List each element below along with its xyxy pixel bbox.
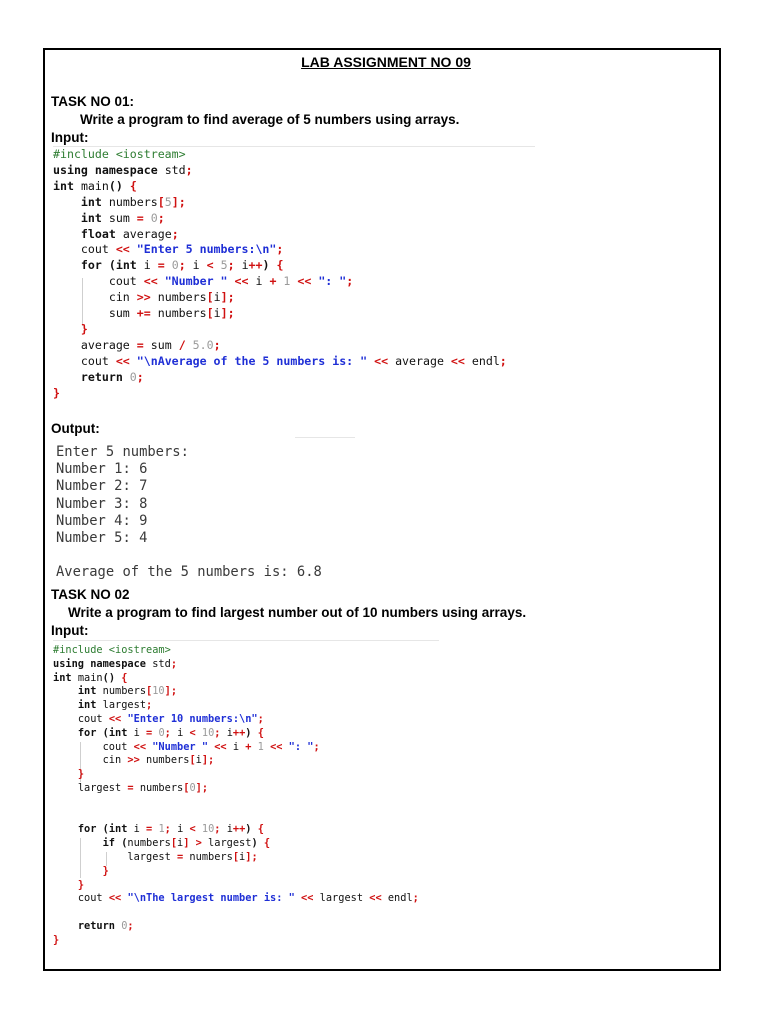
task2-heading: TASK NO 02 bbox=[51, 587, 130, 602]
code-line bbox=[53, 810, 419, 824]
output-line: Enter 5 numbers: bbox=[56, 444, 189, 460]
code-line: int main() { bbox=[53, 178, 137, 193]
code-line: sum += numbers[i]; bbox=[108, 306, 235, 321]
code-line: cout << "\nAverage of the 5 numbers is: " << average << endl; bbox=[80, 353, 507, 368]
code-line: using namespace std; bbox=[53, 162, 193, 177]
code-line: cin >> numbers[i]; bbox=[108, 290, 235, 305]
code-line: largest = numbers[0]; bbox=[77, 781, 209, 794]
output-line: Average of the 5 numbers is: 6.8 bbox=[56, 564, 322, 581]
code-line: int sum = 0; bbox=[80, 210, 165, 225]
task2-description: Write a program to find largest number out of 10 numbers using arrays. bbox=[68, 605, 527, 620]
code-line: } bbox=[53, 385, 60, 400]
code-line: for (int i = 0; i < 10; i++) { bbox=[77, 726, 264, 739]
task2-code-block bbox=[53, 644, 419, 948]
code-line bbox=[53, 906, 419, 920]
code-line: if (numbers[i] > largest) { bbox=[102, 837, 271, 850]
task1-code-block bbox=[53, 147, 507, 402]
page-title: LAB ASSIGNMENT NO 09 bbox=[301, 54, 471, 70]
code-line: average = sum / 5.0; bbox=[80, 337, 221, 352]
code-line: return 0; bbox=[77, 919, 134, 932]
code-line: largest = numbers[i]; bbox=[127, 850, 258, 863]
output-line: Number 4: 9 bbox=[56, 512, 148, 529]
code-line: #include <iostream> bbox=[53, 147, 186, 161]
code-line: cout << "\nThe largest number is: " << largest << endl; bbox=[77, 892, 419, 905]
code-line: } bbox=[80, 321, 88, 336]
code-line: } bbox=[53, 933, 60, 946]
code-line: int numbers[5]; bbox=[80, 194, 186, 209]
code-line: #include <iostream> bbox=[53, 644, 171, 656]
output-line: Number 2: 7 bbox=[56, 478, 148, 495]
task1-output-label: Output: bbox=[51, 421, 100, 436]
code-line bbox=[53, 796, 419, 810]
code-line: int largest; bbox=[77, 699, 153, 712]
code-line: } bbox=[77, 768, 85, 781]
code-line: cin >> numbers[i]; bbox=[102, 754, 215, 767]
output-line: Number 3: 8 bbox=[56, 495, 148, 512]
code-line: return 0; bbox=[80, 369, 144, 384]
code-line: float average; bbox=[80, 226, 179, 241]
code-line: int main() { bbox=[53, 671, 128, 684]
code-line: } bbox=[77, 878, 85, 891]
output-line: Number 1: 6 bbox=[56, 461, 148, 478]
task1-heading: TASK NO 01: bbox=[51, 94, 135, 109]
code-line: for (int i = 0; i < 5; i++) { bbox=[80, 258, 284, 273]
code-line: using namespace std; bbox=[53, 657, 178, 670]
task2-input-label: Input: bbox=[51, 623, 89, 638]
code2-top-rule bbox=[53, 640, 439, 641]
code-line: for (int i = 1; i < 10; i++) { bbox=[77, 823, 264, 836]
code-line: cout << "Enter 10 numbers:\n"; bbox=[77, 712, 264, 725]
code-line: cout << "Enter 5 numbers:\n"; bbox=[80, 242, 284, 257]
code-line: int numbers[10]; bbox=[77, 685, 178, 698]
code-line: cout << "Number " << i + 1 << ": "; bbox=[108, 274, 354, 289]
code-line: cout << "Number " << i + 1 << ": "; bbox=[102, 740, 320, 753]
code-line: } bbox=[102, 864, 109, 877]
output-divider bbox=[295, 437, 355, 438]
task1-input-label: Input: bbox=[51, 130, 89, 145]
task1-output-console bbox=[56, 444, 322, 582]
task1-description: Write a program to find average of 5 numbers using arrays. bbox=[80, 112, 460, 127]
output-line bbox=[56, 547, 322, 564]
output-line: Number 5: 4 bbox=[56, 530, 148, 547]
